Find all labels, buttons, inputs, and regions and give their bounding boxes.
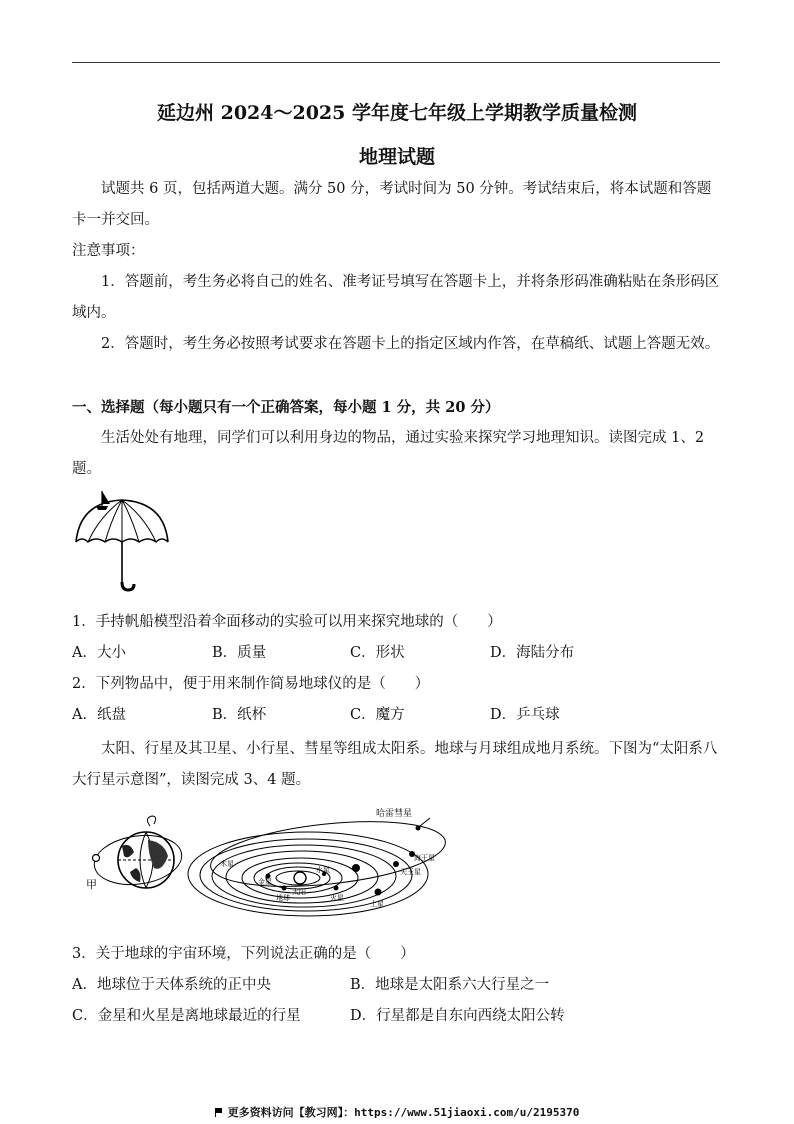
flag-icon <box>215 1108 224 1117</box>
question-3-option-d: D．行星都是自东向西绕太阳公转 <box>350 1008 565 1024</box>
label-mars: 火星 <box>330 895 344 902</box>
question-3-option-c: C．金星和火星是离地球最近的行星 <box>72 1008 301 1024</box>
label-venus: 金星 <box>258 879 272 886</box>
question-2-option-c: C．魔方 <box>350 707 405 723</box>
planet-dot <box>334 886 339 891</box>
footer-link[interactable] <box>0 1104 794 1120</box>
planet-dot <box>375 889 382 896</box>
label-jia: 甲 <box>86 879 97 891</box>
label-sun: 太阳 <box>292 889 306 896</box>
question-1-option-b: B．质量 <box>212 645 267 661</box>
label-uranus: 天王星 <box>400 869 421 876</box>
question-1-option-d: D．海陆分布 <box>490 645 575 661</box>
note-2: 2．答题时，考生务必按照考试要求在答题卡上的指定区域内作答，在草稿纸、试题上答题无效。 <box>101 336 720 352</box>
section-heading: 一、选择题（每小题只有一个正确答案，每小题 1 分，共 20 分） <box>72 399 500 416</box>
label-mercury: 水星 <box>316 867 330 874</box>
planet-dot <box>266 874 271 879</box>
notes-heading: 注意事项： <box>72 243 145 259</box>
intro-paragraph: 试题共 6 页，包括两道大题。满分 50 分，考试时间为 50 分钟。考试结束后，将本试题和答题卡一并交回。 <box>72 181 712 228</box>
question-2-option-d: D．乒乓球 <box>490 707 560 723</box>
label-saturn: 土星 <box>370 901 384 908</box>
solar-system-figure <box>78 802 458 920</box>
question-2-option-b: B．纸杯 <box>212 707 267 723</box>
question-2-option-a: A．纸盘 <box>72 707 126 723</box>
question-1-stem: 1．手持帆船模型沿着伞面移动的实验可以用来探究地球的（ ） <box>72 614 502 630</box>
question-1-option-c: C．形状 <box>350 645 405 661</box>
planet-dot <box>393 861 399 867</box>
planet-dot <box>282 886 287 891</box>
question-1-option-a: A．大小 <box>72 645 126 661</box>
lead-paragraph-1: 生活处处有地理，同学们可以利用身边的物品，通过实验来探究学习地理知识。读图完成 1、2 题。 <box>72 430 705 477</box>
top-rule <box>72 62 720 63</box>
lead-paragraph-2: 太阳、行星及其卫星、小行星、彗星等组成太阳系。地球与月球组成地月系统。下图为“太阳系八大行星示意图”，读图完成 3、4 题。 <box>72 741 718 788</box>
question-3-option-a: A．地球位于天体系统的正中央 <box>72 977 271 993</box>
label-earth: 地球 <box>276 895 290 902</box>
planet-dot <box>352 864 360 872</box>
comet-icon <box>416 826 421 831</box>
label-jupiter: 木星 <box>220 861 234 868</box>
moon-marker <box>93 855 100 862</box>
question-3-option-b: B．地球是太阳系六大行星之一 <box>350 977 550 993</box>
label-comet: 哈雷彗星 <box>376 808 413 818</box>
note-1: 1．答题前，考生务必将自己的姓名、准考证号填写在答题卡上，并将条形码准确粘贴在条形码区域内。 <box>72 274 720 321</box>
question-2-stem: 2．下列物品中，便于用来制作简易地球仪的是（ ） <box>72 676 430 692</box>
exam-title: 延边州 2024～2025 学年度七年级上学期教学质量检测 <box>157 102 637 124</box>
footer-text: 更多资料访问【教习网】：https://www.51jiaoxi.com/u/2195370 <box>227 1106 580 1119</box>
label-neptune: 海王星 <box>414 855 435 862</box>
umbrella-figure <box>72 486 172 594</box>
question-3-stem: 3．关于地球的宇宙环境，下列说法正确的是（ ） <box>72 946 415 962</box>
subject-title: 地理试题 <box>358 146 435 168</box>
sun-icon <box>294 872 306 884</box>
